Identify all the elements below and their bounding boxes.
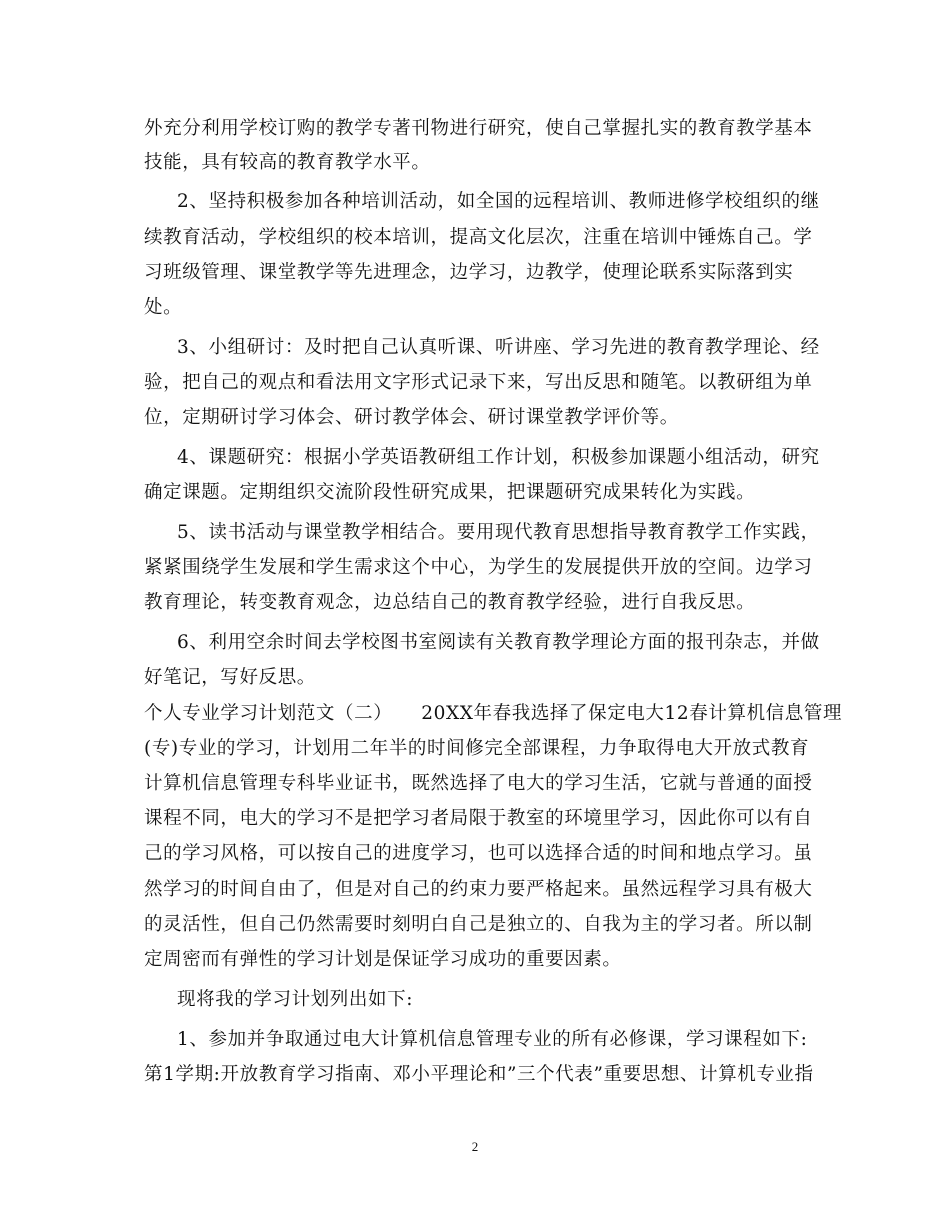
text-line: (专)专业的学习，计划用二年半的时间修完全部课程，力争取得电大开放式教育 bbox=[144, 738, 810, 759]
text-line: 外充分利用学校订购的教学专著刊物进行研究，使自己掌握扎实的教育教学基本 bbox=[144, 118, 813, 139]
text-line: 教育理论，转变教育观念，边总结自己的教育教学经验，进行自我反思。 bbox=[144, 592, 756, 613]
text-line: 的灵活性，但自己仍然需要时刻明白自己是独立的、自我为主的学习者。所以制 bbox=[144, 914, 813, 935]
text-line: 己的学习风格，可以按自己的进度学习，也可以选择合适的时间和地点学习。虽 bbox=[144, 843, 813, 864]
text-line: 确定课题。定期组织交流阶段性研究成果，把课题研究成果转化为实践。 bbox=[144, 482, 756, 503]
text-line: 技能，具有较高的教育教学水平。 bbox=[144, 152, 431, 173]
text-line: 位，定期研讨学习体会、研讨教学体会、研讨课堂教学评价等。 bbox=[144, 407, 679, 428]
text-line: 5、读书活动与课堂教学相结合。要用现代教育思想指导教育教学工作实践， bbox=[177, 522, 820, 543]
text-line: 6、利用空余时间去学校图书室阅读有关教育教学理论方面的报刊杂志，并做 bbox=[177, 632, 820, 653]
text-line: 定周密而有弹性的学习计划是保证学习成功的重要因素。 bbox=[144, 949, 622, 970]
text-line: 处。 bbox=[144, 297, 183, 318]
text-line: 2、坚持积极参加各种培训活动，如全国的远程培训、教师进修学校组织的继 bbox=[177, 191, 820, 212]
text-line: 续教育活动，学校组织的校本培训，提高文化层次，注重在培训中锤炼自己。学 bbox=[144, 227, 813, 248]
text-line: 然学习的时间自由了，但是对自己的约束力要严格起来。虽然远程学习具有极大 bbox=[144, 879, 813, 900]
text-line: 验，把自己的观点和看法用文字形式记录下来，写出反思和随笔。以教研组为单 bbox=[144, 372, 813, 393]
text-line: 紧紧围绕学生发展和学生需求这个中心，为学生的发展提供开放的空间。边学习 bbox=[144, 557, 813, 578]
text-line: 4、课题研究：根据小学英语教研组工作计划，积极参加课题小组活动，研究 bbox=[177, 447, 820, 468]
text-line: 1、参加并争取通过电大计算机信息管理专业的所有必修课，学习课程如下: bbox=[177, 1029, 808, 1050]
page-number: 2 bbox=[471, 1139, 479, 1154]
text-line: 计算机信息管理专科毕业证书，既然选择了电大的学习生活，它就与普通的面授 bbox=[144, 773, 813, 794]
text-line: 习班级管理、课堂教学等先进理念，边学习，边教学，使理论联系实际落到实 bbox=[144, 262, 794, 283]
text-line: 第1学期:开放教育学习指南、邓小平理论和”三个代表”重要思想、计算机专业指 bbox=[144, 1064, 814, 1085]
text-line: 个人专业学习计划范文（二） 20XX年春我选择了保定电大12春计算机信息管理 bbox=[144, 703, 843, 724]
text-line: 好笔记，写好反思。 bbox=[144, 667, 316, 688]
text-line: 课程不同，电大的学习不是把学习者局限于教室的环境里学习，因此你可以有自 bbox=[144, 808, 813, 829]
text-line: 3、小组研讨：及时把自己认真听课、听讲座、学习先进的教育教学理论、经 bbox=[177, 337, 820, 358]
text-line: 现将我的学习计划列出如下: bbox=[177, 989, 414, 1010]
